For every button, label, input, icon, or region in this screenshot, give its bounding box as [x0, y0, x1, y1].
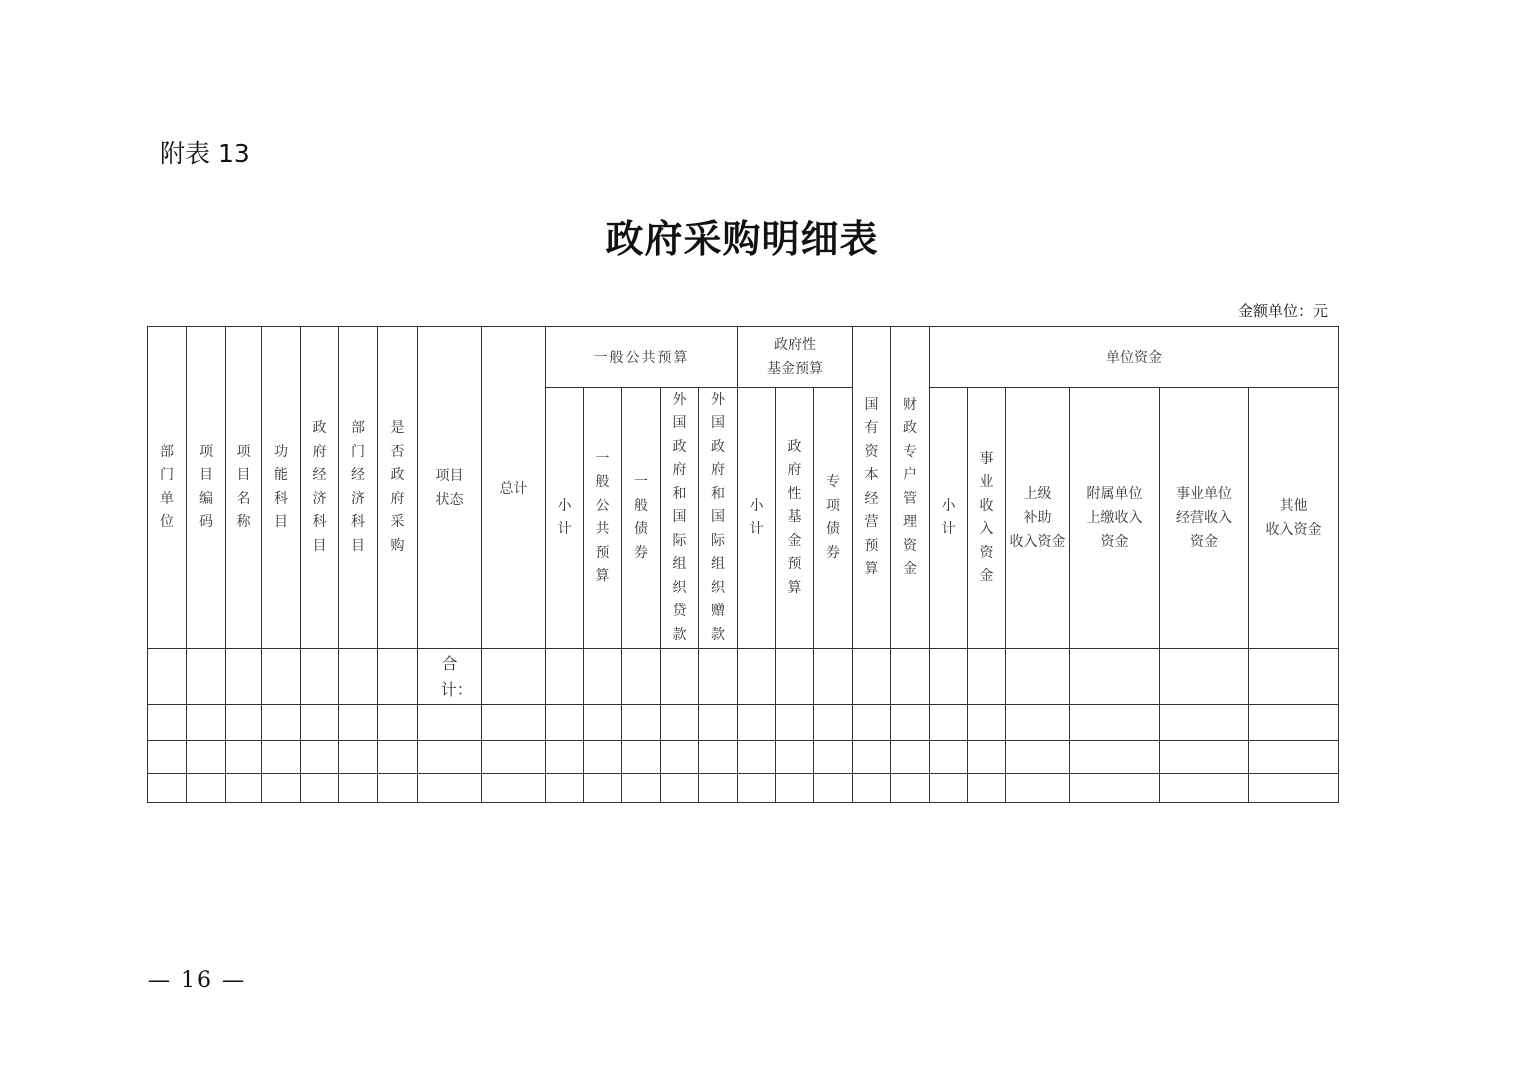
table-cell	[378, 774, 418, 803]
table-cell	[187, 705, 226, 741]
table-cell	[968, 774, 1006, 803]
table-cell	[301, 774, 339, 803]
col-gpb-general	[584, 388, 622, 649]
vertical-header-text: 项目名称	[236, 443, 251, 530]
col-total: 总计	[482, 327, 546, 649]
table-cell	[776, 649, 814, 705]
table-cell	[482, 741, 546, 774]
table-cell	[301, 741, 339, 774]
table-row	[148, 741, 1339, 774]
document-title: 政府采购明细表	[605, 216, 879, 261]
table-cell	[622, 741, 661, 774]
page-number: — 16 —	[148, 968, 246, 993]
total-row-label	[418, 649, 482, 705]
table-cell	[1070, 774, 1160, 803]
col-project-status	[418, 327, 482, 649]
table-cell	[776, 741, 814, 774]
vertical-header-text: 部门经济科目	[351, 420, 365, 554]
col-project-code	[187, 327, 226, 649]
table-cell	[482, 705, 546, 741]
table-cell	[1070, 649, 1160, 705]
table-row	[148, 774, 1339, 803]
other-l1: 其他	[1279, 498, 1308, 514]
table-cell	[262, 774, 301, 803]
table-cell	[622, 649, 661, 705]
col-uf-business-income	[968, 388, 1006, 649]
table-row	[148, 705, 1339, 741]
table-cell	[891, 741, 930, 774]
vertical-header-text: 小计	[941, 497, 956, 537]
table-cell	[891, 705, 930, 741]
table-cell	[814, 705, 853, 741]
col-gov-econ-subject	[301, 327, 339, 649]
table-cell	[699, 774, 738, 803]
table-cell	[482, 649, 546, 705]
header-row-top	[148, 327, 1339, 388]
col-uf-superior-subsidy	[1006, 388, 1070, 649]
col-dept-econ-subject	[339, 327, 378, 649]
table-cell	[339, 649, 378, 705]
table-cell	[622, 774, 661, 803]
table-cell	[339, 741, 378, 774]
table-cell	[546, 774, 584, 803]
table-cell	[339, 705, 378, 741]
table-cell	[226, 649, 262, 705]
superior-subsidy-l2: 补助	[1023, 510, 1052, 526]
affiliated-l1: 附属单位	[1086, 486, 1143, 502]
vertical-header-text: 事业收入资金	[979, 450, 994, 584]
table-cell	[482, 774, 546, 803]
table-cell	[339, 774, 378, 803]
table-cell	[187, 741, 226, 774]
vertical-header-text: 一般债券	[634, 474, 648, 561]
table-cell	[187, 774, 226, 803]
table-cell	[584, 774, 622, 803]
col-gpb-foreign-loans	[661, 388, 699, 649]
table-cell	[546, 741, 584, 774]
col-uf-affiliated	[1070, 388, 1160, 649]
table-cell	[968, 705, 1006, 741]
vertical-header-text: 政府性基金预算	[787, 438, 802, 596]
superior-subsidy-l1: 上级	[1023, 486, 1052, 502]
affiliated-l3: 资金	[1100, 534, 1129, 550]
operating-l3: 资金	[1190, 534, 1219, 550]
table-cell	[226, 774, 262, 803]
table-cell	[1006, 649, 1070, 705]
table-cell	[661, 705, 699, 741]
table-cell	[1070, 741, 1160, 774]
vertical-header-text: 项目编码	[199, 443, 213, 530]
table-cell	[814, 741, 853, 774]
table-cell	[853, 741, 891, 774]
table-cell	[148, 649, 187, 705]
table-cell	[930, 741, 968, 774]
gov-fund-line1: 政府性	[774, 337, 817, 353]
vertical-header-text: 外国政府和国际组织赠款	[711, 391, 726, 643]
table-cell	[148, 741, 187, 774]
table-cell	[546, 705, 584, 741]
col-gfb-fund	[776, 388, 814, 649]
amount-unit-note: 金额单位：元	[1237, 302, 1328, 320]
procurement-detail-table	[147, 326, 1339, 803]
table-cell	[418, 741, 482, 774]
col-gfb-subtotal	[738, 388, 776, 649]
superior-subsidy-l3: 收入资金	[1009, 534, 1066, 550]
table-cell	[1006, 774, 1070, 803]
vertical-header-text: 是否政府采购	[390, 420, 405, 554]
table-cell	[738, 649, 776, 705]
col-is-gov-procurement	[378, 327, 418, 649]
table-cell	[699, 649, 738, 705]
table-cell	[738, 774, 776, 803]
table-cell	[661, 649, 699, 705]
col-fiscal-special-account	[891, 327, 930, 649]
table-cell	[226, 741, 262, 774]
table-cell	[814, 649, 853, 705]
table-cell	[1160, 705, 1249, 741]
appendix-label: 附表 13	[160, 139, 250, 168]
table-cell	[968, 741, 1006, 774]
table-cell	[1249, 741, 1339, 774]
operating-l2: 经营收入	[1176, 510, 1233, 526]
gov-fund-line2: 基金预算	[767, 361, 824, 377]
table-cell	[546, 649, 584, 705]
table-cell	[1160, 774, 1249, 803]
vertical-header-text: 小计	[749, 497, 764, 537]
vertical-header-text: 政府经济科目	[312, 420, 327, 554]
table-cell	[814, 774, 853, 803]
table-cell	[378, 705, 418, 741]
table-cell	[1160, 741, 1249, 774]
table-cell	[187, 649, 226, 705]
vertical-header-text: 功能科目	[274, 443, 288, 530]
table-cell	[853, 774, 891, 803]
table-cell	[661, 774, 699, 803]
group-unit-funds: 单位资金	[930, 327, 1339, 388]
col-uf-operating	[1160, 388, 1249, 649]
other-l2: 收入资金	[1265, 522, 1322, 538]
col-uf-subtotal	[930, 388, 968, 649]
affiliated-l2: 上缴收入	[1086, 510, 1143, 526]
table-cell	[262, 649, 301, 705]
table-cell	[930, 774, 968, 803]
col-uf-other	[1249, 388, 1339, 649]
table-cell	[776, 774, 814, 803]
table-cell	[853, 649, 891, 705]
table-cell	[776, 705, 814, 741]
table-cell	[622, 705, 661, 741]
table-cell	[930, 649, 968, 705]
col-gpb-general-bonds	[622, 388, 661, 649]
table-cell	[699, 705, 738, 741]
table-cell	[853, 705, 891, 741]
table-cell	[699, 741, 738, 774]
col-gfb-special-bonds	[814, 388, 853, 649]
col-gpb-subtotal	[546, 388, 584, 649]
group-general-public-budget: 一般公共预算	[546, 327, 738, 388]
table-cell	[1070, 705, 1160, 741]
col-gpb-foreign-grants	[699, 388, 738, 649]
total-label-text: 合计：	[440, 653, 473, 699]
table-cell	[148, 774, 187, 803]
table-cell	[1249, 774, 1339, 803]
table-cell	[301, 705, 339, 741]
col-state-capital-budget	[853, 327, 891, 649]
vertical-header-text: 外国政府和国际组织贷款	[672, 391, 687, 643]
table-cell	[930, 705, 968, 741]
table-cell	[891, 774, 930, 803]
table-cell	[584, 741, 622, 774]
col-dept-unit	[148, 327, 187, 649]
table-cell	[1160, 649, 1249, 705]
project-status-line1: 项目状态	[435, 467, 464, 508]
table-cell	[262, 705, 301, 741]
table-cell	[968, 649, 1006, 705]
table-cell	[738, 741, 776, 774]
table-cell	[262, 741, 301, 774]
table-cell	[584, 649, 622, 705]
table-cell	[661, 741, 699, 774]
vertical-header-text: 国有资本经营预算	[864, 396, 879, 577]
table-cell	[378, 741, 418, 774]
vertical-header-text: 小计	[557, 497, 572, 537]
table-cell	[418, 705, 482, 741]
table-cell	[418, 774, 482, 803]
vertical-header-text: 一般公共预算	[595, 450, 610, 584]
table-cell	[1249, 649, 1339, 705]
vertical-header-text: 财政专户管理资金	[903, 396, 918, 577]
table-cell	[1006, 741, 1070, 774]
vertical-header-text: 部门单位	[160, 443, 174, 530]
vertical-header-text: 专项债券	[826, 474, 841, 561]
table-cell	[148, 705, 187, 741]
operating-l1: 事业单位	[1176, 486, 1233, 502]
table-cell	[891, 649, 930, 705]
table-cell	[226, 705, 262, 741]
table-cell	[1006, 705, 1070, 741]
table-cell	[1249, 705, 1339, 741]
table-cell	[378, 649, 418, 705]
col-function-subject	[262, 327, 301, 649]
group-gov-fund-budget	[738, 327, 853, 388]
col-project-name	[226, 327, 262, 649]
table-cell	[584, 705, 622, 741]
total-row	[148, 649, 1339, 705]
table-cell	[738, 705, 776, 741]
table-cell	[301, 649, 339, 705]
